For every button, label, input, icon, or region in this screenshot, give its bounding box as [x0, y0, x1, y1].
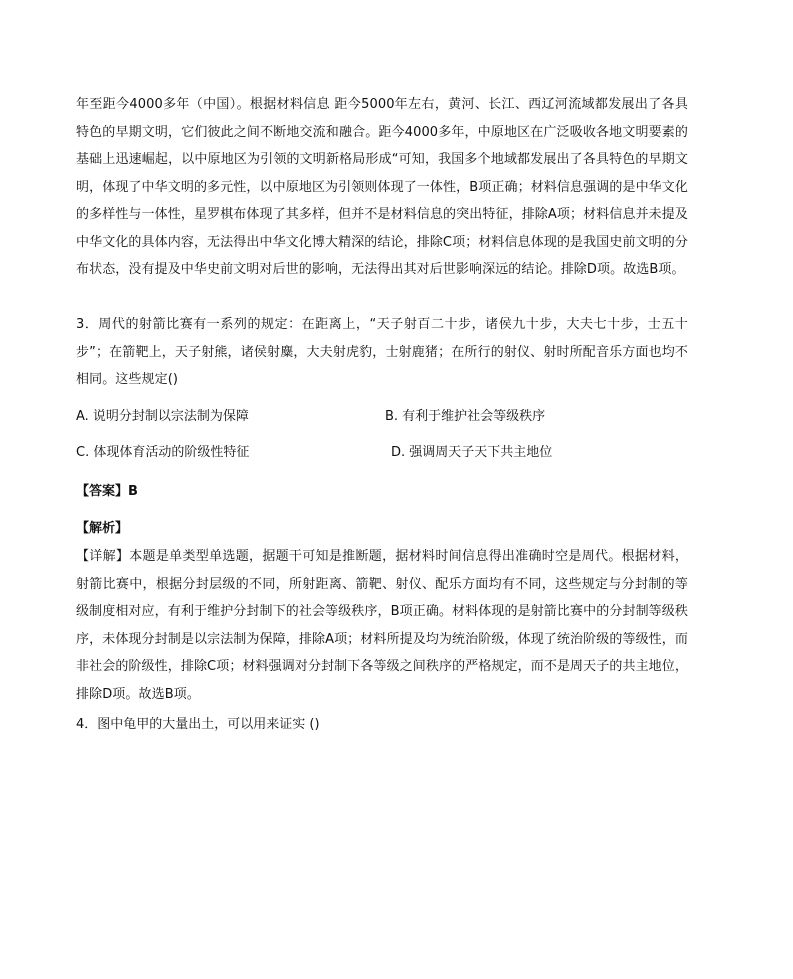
question-4-stem: 4．图中龟甲的大量出土，可以用来证实 ()	[76, 717, 320, 732]
answer-label: 【答案】B	[76, 484, 138, 499]
option-c: C. 体现体育活动的阶级性特征	[76, 445, 250, 460]
analysis-label: 【解析】	[76, 521, 129, 536]
option-b: B. 有利于维护社会等级秩序	[385, 409, 546, 424]
question-3-stem: 3．周代的射箭比赛有一系列的规定：在距离上，“天子射百二十步，诸侯九十步，大夫七十步，士五十步”；在箭靶上，天子射熊，诸侯射麋，大夫射虎豹，士射鹿猪；在所行的射仪、射时所配音乐方面也均不相同。这些规定()	[76, 317, 688, 387]
option-d: D. 强调周天子天下共主地位	[391, 445, 553, 460]
analysis-paragraph: 【详解】本题是单类型单选题，据题干可知是推断题，据材料时间信息得出准确时空是周代。根据材料，射箭比赛中，根据分封层级的不同，所射距离、箭靶、射仪、配乐方面均有不同，这些规定与分封制的等级制度相对应，有利于维护分封制下的社会等级秩序，B项正确。材料体现的是射箭比赛中的分封制等级秩序，未体现分封制是以宗法制为保障，排除A项；材料所提及均为统治阶级，体现了统治阶级的等级性，而非社会的阶级性，排除C项；材料强调对分封制下各等级之间秩序的严格规定，而不是周天子的共主地位，排除D项。故选B项。	[76, 549, 688, 702]
option-a: A. 说明分封制以宗法制为保障	[76, 409, 249, 424]
previous-explanation-paragraph: 年至距今4000多年（中国）。根据材料信息 距今5000年左右，黄河、长江、西辽河流域都发展出了各具特色的早期文明，它们彼此之间不断地交流和融合。距今4000多年，中原地区在广泛吸收各地文明要素的基础上迅速崛起，以中原地区为引领的文明新格局形成“可知，我国多个地域都发展出了各具特色的早期文明，体现了中华文明的多元性，以中原地区为引领则体现了一体性，B项正确；材料信息强调的是中华文化的多样性与一体性，星罗棋布体现了其多样，但并不是材料信息的突出特征，排除A项；材料信息并未提及中华文化的具体内容，无法得出中华文化博大精深的结论，排除C项；材料信息体现的是我国史前文明的分布状态，没有提及中华史前文明对后世的影响，无法得出其对后世影响深远的结论。排除D项。故选B项。	[76, 97, 688, 277]
